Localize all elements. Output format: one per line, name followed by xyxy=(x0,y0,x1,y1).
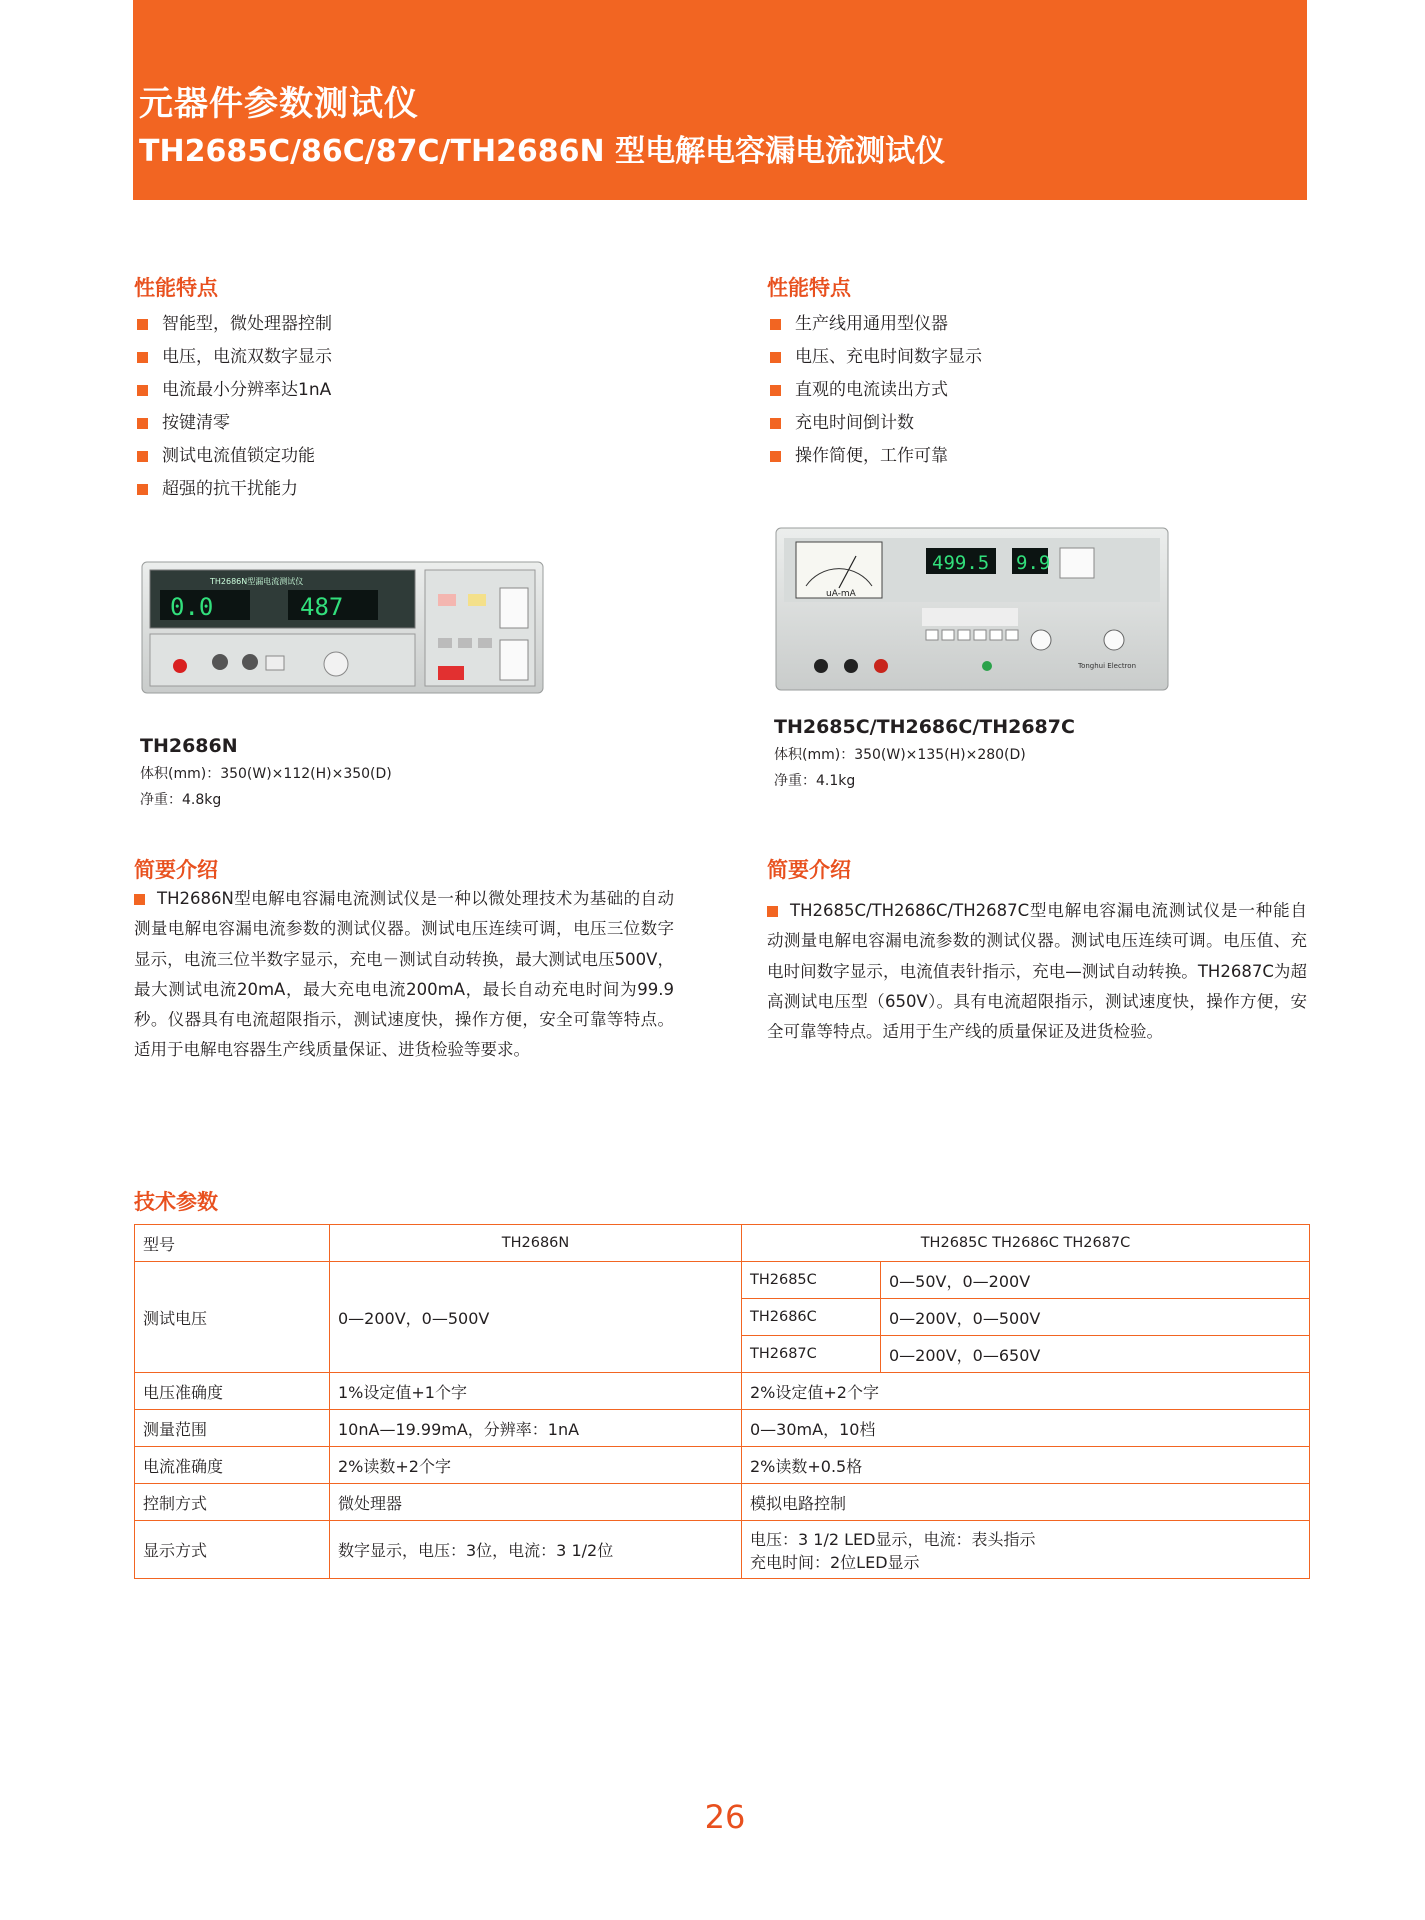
table-cell: TH2686C xyxy=(742,1299,881,1336)
table-cell: 0—30mA，10档 xyxy=(742,1410,1310,1447)
right-intro-paragraph: TH2685C/TH2686C/TH2687C型电解电容漏电流测试仪是一种能自动测量电解电容漏电流参数的测试仪器。测试电压连续可调。电压值、充电时间数字显示，电流值表针指示，充电—测试自动转换。TH2687C为超高测试电压型（650V）。具有电流超限指示，测试速度快，操作方便，安全可靠等特点。适用于生产线的质量保证及进货检验。 xyxy=(767,901,1307,1042)
table-cell: 0—200V，0—650V xyxy=(881,1336,1310,1373)
table-cell: 电压准确度 xyxy=(135,1373,330,1410)
bullet-square-icon xyxy=(770,418,781,429)
table-row xyxy=(135,1484,1310,1521)
list-item: 按键清零 xyxy=(134,407,332,440)
knob-icon xyxy=(1104,630,1124,650)
table-row xyxy=(135,1373,1310,1410)
bullet-square-icon xyxy=(137,484,148,495)
table-cell: TH2686N xyxy=(330,1225,742,1262)
left-intro-paragraph: TH2686N型电解电容漏电流测试仪是一种以微处理技术为基础的自动测量电解电容漏电流参数的测试仪器。测试电压连续可调，电压三位数字显示，电流三位半数字显示，充电－测试自动转换，最大测试电压500V，最大测试电流20mA，最大充电电流200mA，最长自动充电时间为99.9秒。仪器具有电流超限指示，测试速度快，操作方便，安全可靠等特点。适用于电解电容器生产线质量保证、进货检验等要求。 xyxy=(134,889,674,1060)
bullet-square-icon xyxy=(137,451,148,462)
display-line: 电压：3 1/2 LED显示，电流：表头指示 xyxy=(750,1529,1036,1549)
bullet-square-icon xyxy=(770,319,781,330)
size-text: 体积(mm)：350(W)×135(H)×280(D) xyxy=(774,747,1026,763)
list-item: 充电时间倒计数 xyxy=(767,407,982,440)
table-cell: 10nA—19.99mA，分辨率：1nA xyxy=(330,1410,742,1447)
left-intro-title: 简要介绍 xyxy=(134,858,218,882)
left-model-specs xyxy=(140,761,392,813)
table-row xyxy=(135,1410,1310,1447)
panel-label: TH2686N型漏电流测试仪 xyxy=(210,577,304,586)
table-cell xyxy=(742,1521,1310,1579)
terminal-icon xyxy=(844,659,858,673)
table-cell: 2%设定值+2个字 xyxy=(742,1373,1310,1410)
size-text: 体积(mm)：350(W)×112(H)×350(D) xyxy=(140,766,392,782)
display-line: 充电时间：2位LED显示 xyxy=(750,1552,920,1572)
terminal-icon xyxy=(814,659,828,673)
right-model-name: TH2685C/TH2686C/TH2687C xyxy=(774,716,1075,738)
table-cell: 2%读数+2个字 xyxy=(330,1447,742,1484)
table-cell: 0—50V，0—200V xyxy=(881,1262,1310,1299)
table-cell: 控制方式 xyxy=(135,1484,330,1521)
weight-text: 净重：4.8kg xyxy=(140,792,222,808)
voltage-display: 499.5 xyxy=(932,552,990,574)
voltage-display: 0.0 xyxy=(170,593,214,621)
meter-label: uA-mA xyxy=(826,589,856,599)
table-row xyxy=(135,1447,1310,1484)
list-item: 电压，电流双数字显示 xyxy=(134,341,332,374)
right-model-specs xyxy=(774,742,1026,794)
bullet-square-icon xyxy=(134,894,145,905)
right-feature-list xyxy=(767,308,982,473)
bullet-square-icon xyxy=(767,906,778,917)
knob-icon xyxy=(1031,630,1051,650)
table-cell: 2%读数+0.5格 xyxy=(742,1447,1310,1484)
table-cell: TH2685C TH2686C TH2687C xyxy=(742,1225,1310,1262)
list-item: 电压、充电时间数字显示 xyxy=(767,341,982,374)
table-cell: TH2687C xyxy=(742,1336,881,1373)
bullet-square-icon xyxy=(137,352,148,363)
page-number: 26 xyxy=(704,1798,746,1836)
left-model-name: TH2686N xyxy=(140,735,238,757)
table-cell: 0—200V，0—500V xyxy=(881,1299,1310,1336)
table-cell: 0—200V，0—500V xyxy=(330,1262,742,1373)
list-item: 测试电流值锁定功能 xyxy=(134,440,332,473)
table-row xyxy=(135,1521,1310,1579)
table-cell: 数字显示，电压：3位，电流：3 1/2位 xyxy=(330,1521,742,1579)
bullet-square-icon xyxy=(137,319,148,330)
th2686n-device-image xyxy=(140,560,545,695)
bullet-square-icon xyxy=(770,451,781,462)
table-row xyxy=(135,1225,1310,1262)
table-row xyxy=(135,1262,1310,1299)
power-button xyxy=(173,659,187,673)
params-table xyxy=(134,1224,1310,1579)
th2685c-device-image xyxy=(774,526,1170,692)
header-banner xyxy=(133,0,1307,200)
table-cell: 1%设定值+1个字 xyxy=(330,1373,742,1410)
list-item: 电流最小分辨率达1nA xyxy=(134,374,332,407)
list-item: 超强的抗干扰能力 xyxy=(134,473,332,506)
table-cell: 显示方式 xyxy=(135,1521,330,1579)
list-item: 直观的电流读出方式 xyxy=(767,374,982,407)
table-cell: 模拟电路控制 xyxy=(742,1484,1310,1521)
brand-label: Tonghui Electron xyxy=(1078,662,1137,670)
right-intro-title: 简要介绍 xyxy=(767,858,851,882)
clear-button-icon xyxy=(438,666,464,680)
terminal-icon xyxy=(242,654,258,670)
current-display: 487 xyxy=(300,593,344,621)
voltage-knob-icon xyxy=(324,652,348,676)
list-item: 智能型，微处理器控制 xyxy=(134,308,332,341)
table-cell: 微处理器 xyxy=(330,1484,742,1521)
bullet-square-icon xyxy=(770,352,781,363)
terminal-icon xyxy=(874,659,888,673)
left-feature-list xyxy=(134,308,332,506)
bullet-square-icon xyxy=(137,418,148,429)
left-features-title: 性能特点 xyxy=(134,276,218,300)
table-cell: 测量范围 xyxy=(135,1410,330,1447)
table-cell: 电流准确度 xyxy=(135,1447,330,1484)
list-item: 操作简便，工作可靠 xyxy=(767,440,982,473)
time-display: 9.9 xyxy=(1016,552,1051,574)
terminal-icon xyxy=(212,654,228,670)
table-cell: 测试电压 xyxy=(135,1262,330,1373)
right-features-title: 性能特点 xyxy=(767,276,851,300)
bullet-square-icon xyxy=(770,385,781,396)
page-title: TH2685C/86C/87C/TH2686N 型电解电容漏电流测试仪 xyxy=(139,134,946,169)
table-cell: TH2685C xyxy=(742,1262,881,1299)
params-title: 技术参数 xyxy=(134,1190,218,1214)
weight-text: 净重：4.1kg xyxy=(774,773,856,789)
list-item: 生产线用通用型仪器 xyxy=(767,308,982,341)
bullet-square-icon xyxy=(137,385,148,396)
category-title: 元器件参数测试仪 xyxy=(139,84,419,124)
table-cell: 型号 xyxy=(135,1225,330,1262)
indicator-light-icon xyxy=(982,661,992,671)
